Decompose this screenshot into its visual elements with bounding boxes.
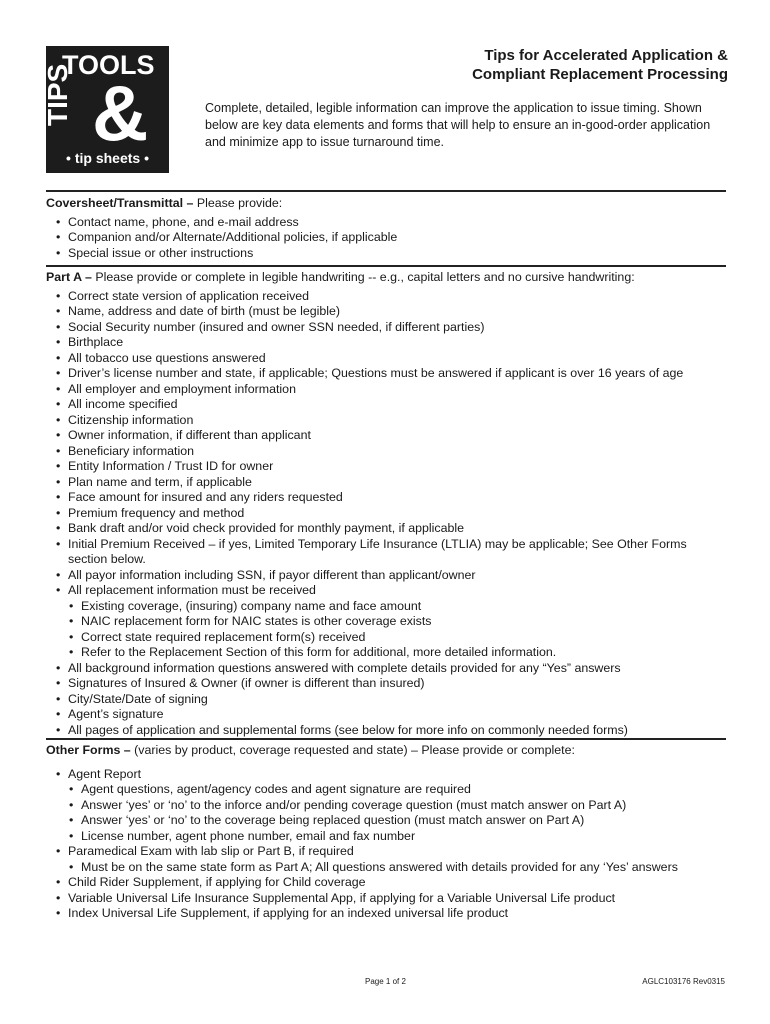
sub-list-item: • License number, agent phone number, email and fax number: [46, 829, 726, 845]
title-line-2: Compliant Replacement Processing: [472, 66, 728, 83]
part-a-list: [46, 289, 726, 739]
list-item: • City/State/Date of signing: [46, 692, 726, 708]
list-item: • Face amount for insured and any riders requested: [46, 490, 726, 506]
list-item: • Entity Information / Trust ID for owner: [46, 459, 726, 475]
part-a-section: [46, 265, 726, 738]
document-title: [472, 46, 728, 84]
list-item: • Owner information, if different than applicant: [46, 428, 726, 444]
other-forms-heading: Other Forms – (varies by product, coverage requested and state) – Please provide or complete:: [46, 743, 575, 757]
sub-list-item: • Must be on the same state form as Part A; All questions answered with details provided for any ‘Yes’ answers: [46, 860, 726, 876]
list-item: • Signatures of Insured & Owner (if owner is different than insured): [46, 676, 726, 692]
tools-tips-logo: [42, 46, 169, 173]
form-code: AGLC103176 Rev0315: [642, 977, 725, 986]
list-item: • All income specified: [46, 397, 726, 413]
list-item: • All employer and employment information: [46, 382, 726, 398]
list-item: • Initial Premium Received – if yes, Limited Temporary Life Insurance (LTLIA) may be applicable; See Other Forms section below.: [46, 537, 726, 568]
list-item: • Bank draft and/or void check provided for monthly payment, if applicable: [46, 521, 726, 537]
list-item: • Birthplace: [46, 335, 726, 351]
list-item: • Variable Universal Life Insurance Supplemental App, if applying for a Variable Universal Life product: [46, 891, 726, 907]
logo-tip-sheets-text: • tip sheets •: [66, 150, 149, 166]
document-body: [46, 190, 726, 922]
list-item: • Name, address and date of birth (must be legible): [46, 304, 726, 320]
logo-tools-text: TOOLS: [62, 50, 155, 80]
list-item: • All tobacco use questions answered: [46, 351, 726, 367]
coversheet-list: [46, 215, 726, 262]
coversheet-section: [46, 190, 726, 265]
list-item: • Plan name and term, if applicable: [46, 475, 726, 491]
coversheet-heading: Coversheet/Transmittal – Please provide:: [46, 196, 283, 210]
list-item: • Child Rider Supplement, if applying for Child coverage: [46, 875, 726, 891]
other-forms-list: [46, 767, 726, 922]
list-item: • Contact name, phone, and e-mail address: [46, 215, 726, 231]
list-item: • Beneficiary information: [46, 444, 726, 460]
logo-tips-text: TIPS: [42, 63, 73, 126]
list-item: • Social Security number (insured and owner SSN needed, if different parties): [46, 320, 726, 336]
sub-list-item: • Answer ‘yes’ or ‘no’ to the inforce and/or pending coverage question (must match answer on Part A): [46, 798, 726, 814]
page-number: Page 1 of 2: [365, 977, 406, 986]
list-item: • Correct state version of application received: [46, 289, 726, 305]
sub-list-item: • Correct state required replacement form(s) received: [46, 630, 726, 646]
list-item: • Agent Report: [46, 767, 726, 783]
intro-paragraph: Complete, detailed, legible information can improve the application to issue timing. Shown below are key data elements and forms that will help to ensure an in-good-order application and minimize app to issue turnaround time.: [205, 101, 711, 149]
sub-list-item: • Existing coverage, (insuring) company name and face amount: [46, 599, 726, 615]
list-item: • All replacement information must be received: [46, 583, 726, 599]
list-item: • All payor information including SSN, if payor different than applicant/owner: [46, 568, 726, 584]
list-item: • Special issue or other instructions: [46, 246, 726, 262]
list-item: • Companion and/or Alternate/Additional policies, if applicable: [46, 230, 726, 246]
list-item: • All pages of application and supplemental forms (see below for more info on commonly needed forms): [46, 723, 726, 739]
part-a-heading: Part A – Please provide or complete in legible handwriting -- e.g., capital letters and no cursive handwriting:: [46, 270, 635, 284]
list-item: • All background information questions answered with complete details provided for any “Yes” answers: [46, 661, 726, 677]
sub-list-item: • Answer ‘yes’ or ‘no’ to the coverage being replaced question (must match answer on Part A): [46, 813, 726, 829]
list-item: • Driver’s license number and state, if applicable; Questions must be answered if applicant is over 16 years of age: [46, 366, 726, 382]
list-item: • Index Universal Life Supplement, if applying for an indexed universal life product: [46, 906, 726, 922]
list-item: • Premium frequency and method: [46, 506, 726, 522]
list-item: • Citizenship information: [46, 413, 726, 429]
sub-list-item: • NAIC replacement form for NAIC states is other coverage exists: [46, 614, 726, 630]
list-item: • Agent’s signature: [46, 707, 726, 723]
title-line-1: Tips for Accelerated Application &: [484, 47, 728, 64]
sub-list-item: • Agent questions, agent/agency codes and agent signature are required: [46, 782, 726, 798]
sub-list-item: • Refer to the Replacement Section of this form for additional, more detailed information.: [46, 645, 726, 661]
logo-ampersand: &: [92, 69, 149, 157]
list-item: • Paramedical Exam with lab slip or Part B, if required: [46, 844, 726, 860]
other-forms-section: [46, 738, 726, 922]
